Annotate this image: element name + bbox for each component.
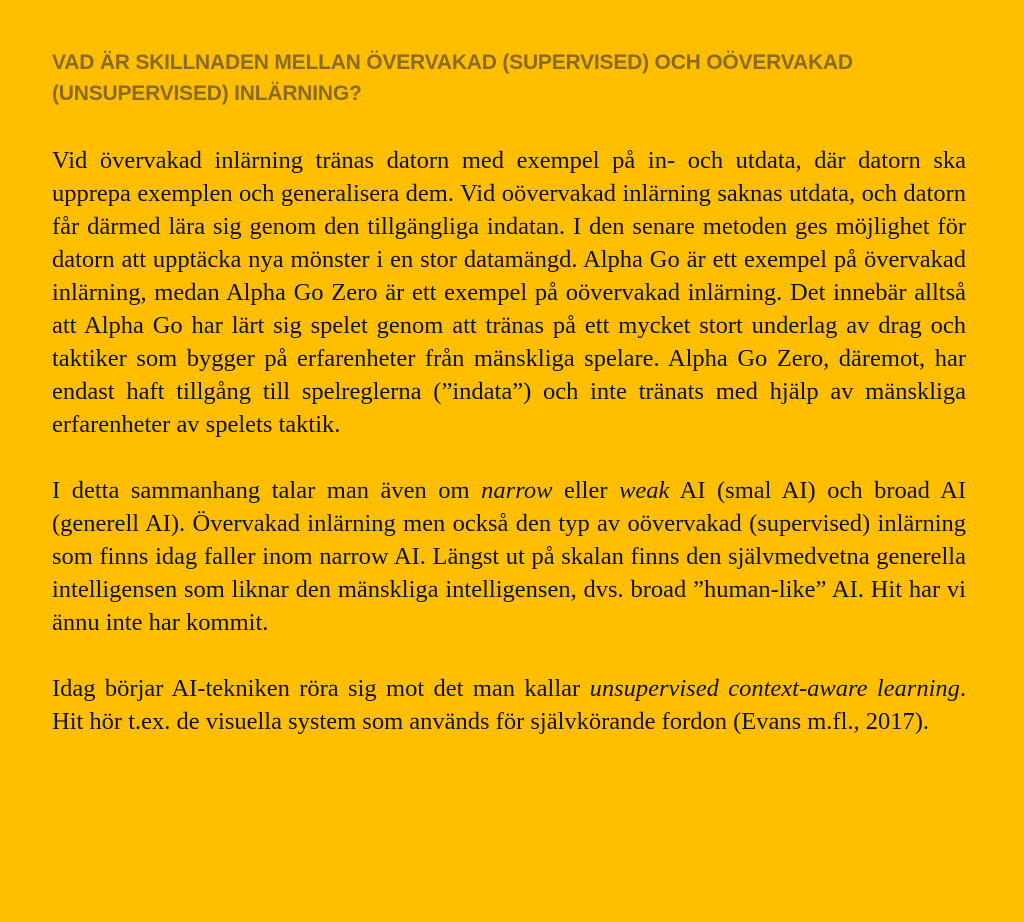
paragraph-narrow-broad-ai (52, 474, 966, 639)
paragraph-2-text-3: AI (smal AI) och broad AI (generell AI). Övervakad inlärning men också den typ av oövervakad (supervised) inlärning som finns idag faller inom narrow AI. Längst ut på skalan finns den självmedvetna generella intelligensen som liknar den mänskliga intelligensen, dvs. broad ”human-like” AI. Hit har vi ännu inte har kommit. (52, 477, 966, 636)
term-weak: weak (619, 477, 670, 504)
paragraph-2-text-2: eller (552, 477, 620, 504)
paragraph-context-aware-learning (52, 672, 966, 738)
paragraph-supervised-vs-unsupervised: Vid övervakad inlärning tränas datorn med exempel på in- och utdata, där datorn ska upprepa exemplen och generalisera dem. Vid oövervakad inlärning saknas utdata, och datorn får därmed lära sig genom den tillgängliga indatan. I den senare metoden ges möjlighet för datorn att upptäcka nya mönster i en stor datamängd. Alpha Go är ett exempel på övervakad inlärning, medan Alpha Go Zero är ett exempel på oövervakad inlärning. Det innebär alltså att Alpha Go har lärt sig spelet genom att tränas på ett mycket stort underlag av drag och taktiker som bygger på erfarenheter från mänskliga spelare. Alpha Go Zero, däremot, har endast haft tillgång till spelreglerna (”indata”) och inte tränats med hjälp av mänskliga erfarenheter av spelets taktik. (52, 147, 966, 438)
paragraph-3-text-2: . Hit hör t.ex. de visuella system som används för självkörande fordon (Evans m.fl., 2017). (52, 675, 966, 735)
section-heading: VAD ÄR SKILLNADEN MELLAN ÖVERVAKAD (SUPERVISED) OCH OÖVERVAKAD (UNSUPERVISED) INLÄRNING? (52, 51, 853, 105)
document-page (52, 47, 966, 738)
term-narrow: narrow (481, 477, 553, 504)
paragraph-2-text-1: I detta sammanhang talar man även om (52, 477, 482, 504)
term-unsupervised-context-aware-learning: unsupervised context-aware learning (589, 675, 960, 702)
paragraph-3-text-1: Idag börjar AI-tekniken röra sig mot det man kallar (52, 675, 590, 702)
